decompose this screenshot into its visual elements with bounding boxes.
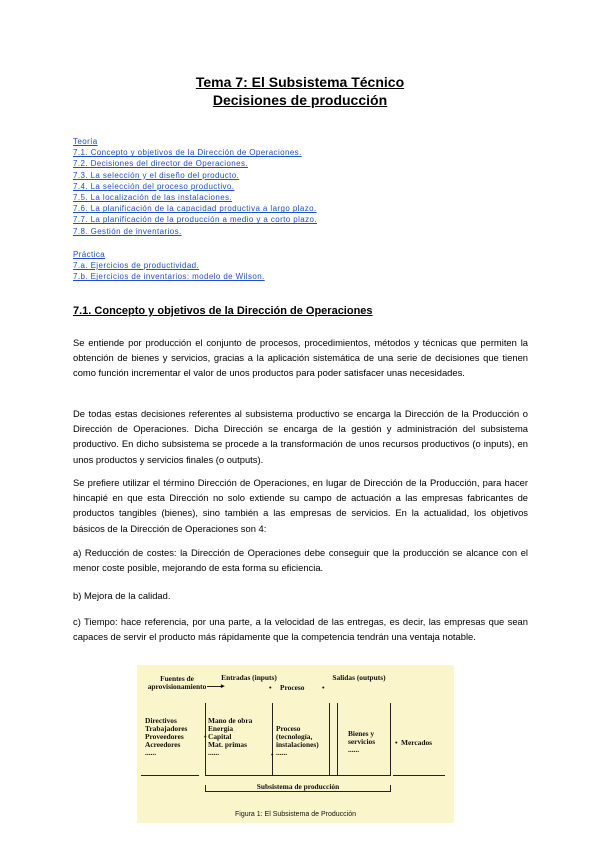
fig-proceso-line: Proceso bbox=[276, 724, 301, 733]
fig-bullet-icon: • bbox=[322, 683, 325, 692]
fig-line bbox=[272, 703, 273, 775]
fig-bullet-icon: • bbox=[204, 732, 207, 741]
fig-col-outputs bbox=[348, 730, 375, 754]
table-of-contents bbox=[73, 136, 317, 282]
fig-line bbox=[329, 703, 330, 775]
fig-col-agentes bbox=[145, 717, 187, 757]
fig-agente: ...... bbox=[145, 748, 157, 757]
fig-input: ...... bbox=[208, 748, 220, 757]
toc-item-7-8[interactable]: 7.8. Gestión de inventarios. bbox=[73, 226, 182, 236]
fig-label-subsistema: Subsistema de producción bbox=[256, 782, 340, 791]
fig-input: Capital bbox=[208, 732, 232, 741]
fig-label-salidas: Salidas (outputs) bbox=[332, 673, 386, 682]
section-heading: 7.1. Concepto y objetivos de la Dirección de Operaciones bbox=[73, 305, 373, 317]
figure-caption: Figura 1: El Subsistema de Producción bbox=[234, 811, 356, 818]
fig-line bbox=[393, 775, 445, 776]
fig-line bbox=[337, 703, 338, 775]
fig-label-fuentes: Fuentes de aprovisionamiento bbox=[147, 674, 207, 691]
paragraph-objetivo-calidad: b) Mejora de la calidad. bbox=[73, 590, 171, 601]
fig-agente: Proveedores bbox=[145, 732, 184, 741]
fig-output: Bienes y bbox=[348, 729, 375, 738]
toc-item-7-2[interactable]: 7.2. Decisiones del director de Operaciones. bbox=[73, 159, 249, 169]
toc-practica-link[interactable]: Práctica bbox=[73, 249, 106, 259]
fig-line bbox=[205, 775, 391, 776]
fig-input: Energía bbox=[208, 724, 234, 733]
page-title: Tema 7: El Subsistema Técnico bbox=[195, 74, 405, 90]
toc-item-7-7[interactable]: 7.7. La planificación de la producción a medio y a corto plazo. bbox=[73, 215, 318, 225]
fig-label-entradas: Entradas (inputs) bbox=[221, 673, 277, 682]
fig-proceso-line: (tecnología, bbox=[276, 732, 313, 741]
fig-input: Mano de obra bbox=[208, 716, 253, 725]
paragraph-objetivo-tiempo: c) Tiempo: hace referencia, por una parte, a la velocidad de las entregas, es decir, las empresas que sean capaces de servir el producto más rápidamente que la competencia tendrán una ventaja notable. bbox=[73, 616, 528, 643]
arrow-right-icon: ▸ bbox=[221, 682, 225, 690]
fig-bullet-icon: • bbox=[271, 750, 274, 759]
paragraph-definicion: Se entiende por producción el conjunto de procesos, procedimientos, métodos y técnicas que permiten la obtención de bienes y servicios, gracias a la aplicación sistemática de una serie de decisiones que tienen como función incrementar el valor de unos productos para poder satisfacer unas necesidades. bbox=[73, 337, 528, 379]
fig-agente: Directivos bbox=[145, 716, 177, 725]
fig-proceso-line: instalaciones) bbox=[276, 740, 319, 749]
paragraph-objetivo-costes: a) Reducción de costes: la Dirección de Operaciones debe conseguir que la producción se alcance con el menor coste posible, mejorando de esta forma su eficiencia. bbox=[73, 547, 528, 574]
production-subsystem-figure bbox=[137, 665, 454, 823]
fig-input: Mat. primas bbox=[208, 740, 247, 749]
toc-item-7-5[interactable]: 7.5. La localización de las instalaciones. bbox=[73, 193, 233, 203]
fig-line bbox=[141, 775, 199, 776]
fig-output: servicios bbox=[348, 737, 376, 746]
fig-col-inputs bbox=[208, 717, 252, 757]
fig-proceso-line: ...... bbox=[276, 748, 288, 757]
toc-item-7-a[interactable]: 7.a. Ejercicios de productividad. bbox=[73, 261, 200, 271]
fig-agente: Trabajadores bbox=[145, 724, 188, 733]
toc-item-7-6[interactable]: 7.6. La planificación de la capacidad productiva a largo plazo. bbox=[73, 204, 317, 214]
page-subtitle: Decisiones de producción bbox=[212, 92, 388, 108]
toc-item-7-1[interactable]: 7.1. Concepto y objetivos de la Dirección de Operaciones. bbox=[73, 148, 302, 158]
paragraph-termino: Se prefiere utilizar el término Dirección de Operaciones, en lugar de Dirección de la Producción, para hacer hincapié en que esta Dirección no solo extiende su campo de actuación a las empresas fabricantes de productos tangibles (bienes), sino también a las empresas de servicios. En la actualidad, los objetivos básicos de la Dirección de Operaciones son 4: bbox=[73, 477, 528, 534]
toc-item-7-b[interactable]: 7.b. Ejercicios de inventarios: modelo de Wilson. bbox=[73, 272, 265, 282]
toc-spacer bbox=[73, 237, 317, 249]
fig-label-mercados: Mercados bbox=[401, 738, 433, 747]
toc-item-7-3[interactable]: 7.3. La selección y el diseño del producto. bbox=[73, 170, 240, 180]
fig-label-proceso: Proceso bbox=[280, 683, 305, 692]
fig-line bbox=[205, 791, 391, 792]
toc-item-7-4[interactable]: 7.4. La selección del proceso productivo. bbox=[73, 181, 235, 191]
fig-agente: Acreedores bbox=[145, 740, 181, 749]
fig-output: ...... bbox=[348, 745, 360, 754]
fig-col-proceso bbox=[276, 725, 319, 757]
toc-teoria-link[interactable]: Teoría bbox=[73, 137, 98, 146]
paragraph-direccion: De todas estas decisiones referentes al subsistema productivo se encarga la Dirección de la Producción o Dirección de Operaciones. Dicha Dirección se encarga de la gestión y administración del subsistema productivo. En dicho subsistema se procede a la transformación de unos recursos productivos (o inputs), en unos productos y servicios finales (o outputs). bbox=[73, 408, 528, 465]
fig-bullet-icon: • bbox=[269, 683, 272, 692]
fig-bullet-icon: • bbox=[395, 738, 398, 747]
fig-line bbox=[390, 703, 391, 775]
